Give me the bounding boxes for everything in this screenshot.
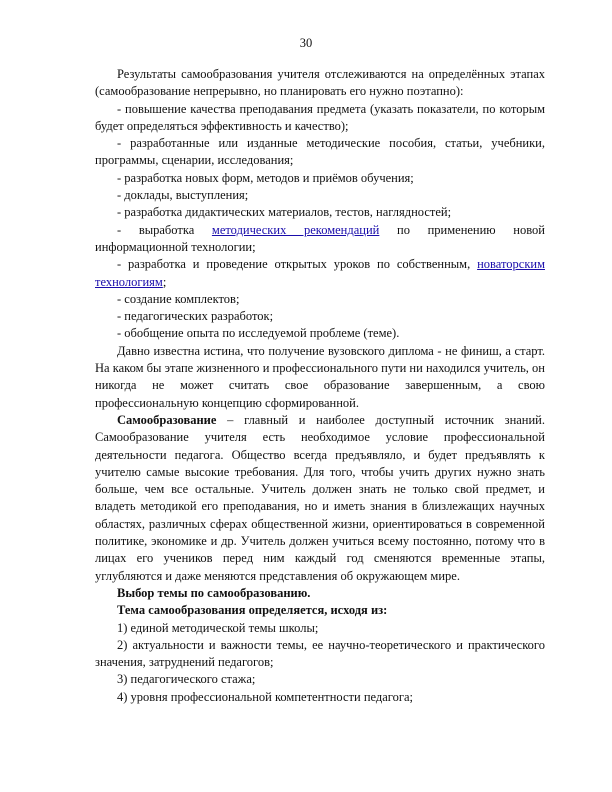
list-item: - разработанные или изданные методические пособия, статьи, учебники, программы, сценарии, исследования; <box>95 136 545 168</box>
document-body <box>95 66 545 706</box>
list-item <box>95 256 545 291</box>
list-item: - доклады, выступления; <box>117 188 249 203</box>
list-item-text: ; <box>162 274 167 289</box>
list-item-text: по применению новой информационной технологии; <box>95 222 545 254</box>
list-item: - обобщение опыта по исследуемой проблеме (теме). <box>117 326 400 341</box>
numbered-item: 2) актуальности и важности темы, ее научно-теоретического и практического значения, затруднений педагогов; <box>95 637 545 670</box>
paragraph-intro: Результаты самообразования учителя отслеживаются на определённых этапах (самообразование непрерывно, но планировать его нужно поэтапно): <box>95 67 545 99</box>
link-methodical-recommendations[interactable]: методических рекомендаций <box>211 222 380 237</box>
list-item <box>95 222 545 257</box>
numbered-item: 1) единой методической темы школы; <box>117 620 319 635</box>
list-item: - разработка дидактических материалов, тестов, наглядностей; <box>117 205 452 220</box>
list-item: - повышение качества преподавания предмета (указать показатели, по которым будет определяться эффективность и качество); <box>95 101 545 133</box>
link-innovative-technologies[interactable]: новаторским технологиям <box>95 257 545 289</box>
section-heading: Выбор темы по самообразованию. <box>117 585 311 600</box>
paragraph-diploma: Давно известна истина, что получение вузовского диплома - не финиш, а старт. На каком бы этапе жизненного и профессионального пути ни находился учитель, он никогда не может считать свое образование завершенным, а свою профессиональную концепцию сформированной. <box>95 343 545 410</box>
list-item: - создание комплектов; <box>117 291 240 306</box>
list-item: - разработка новых форм, методов и приёмов обучения; <box>117 170 414 185</box>
subheading: Тема самообразования определяется, исходя из: <box>117 603 388 618</box>
paragraph-text: – главный и наиболее доступный источник знаний. Самообразование учителя есть необходимое условие профессиональной деятельности педагога. Общество всегда предъявляло, и будет предъявлять к учителю самые высокие требования. Для того, чтобы учить других нужно знать больше, чем все остальные. Учитель должен знать не только свой предмет, и владеть методикой его преподавания, но и иметь знания в близлежащих научных областях, различных сферах общественной жизни, ориентироваться в современной политике, экономике и др. Учитель должен учиться всему постоянно, потому что в лицах его учеников перед ним каждый год сменяются временные этапы, углубляются и даже меняются представления об окружающем мире. <box>95 412 545 583</box>
list-item: - педагогических разработок; <box>117 309 274 324</box>
numbered-item: 4) уровня профессиональной компетентности педагога; <box>117 689 414 704</box>
numbered-item: 3) педагогического стажа; <box>117 672 256 687</box>
paragraph-self-education <box>95 412 545 585</box>
term-self-education: Самообразование <box>117 412 217 427</box>
list-item-text: - разработка и проведение открытых уроков по собственным, <box>117 257 478 272</box>
list-item-text: - выработка <box>117 222 212 237</box>
page-number: 30 <box>299 36 313 50</box>
